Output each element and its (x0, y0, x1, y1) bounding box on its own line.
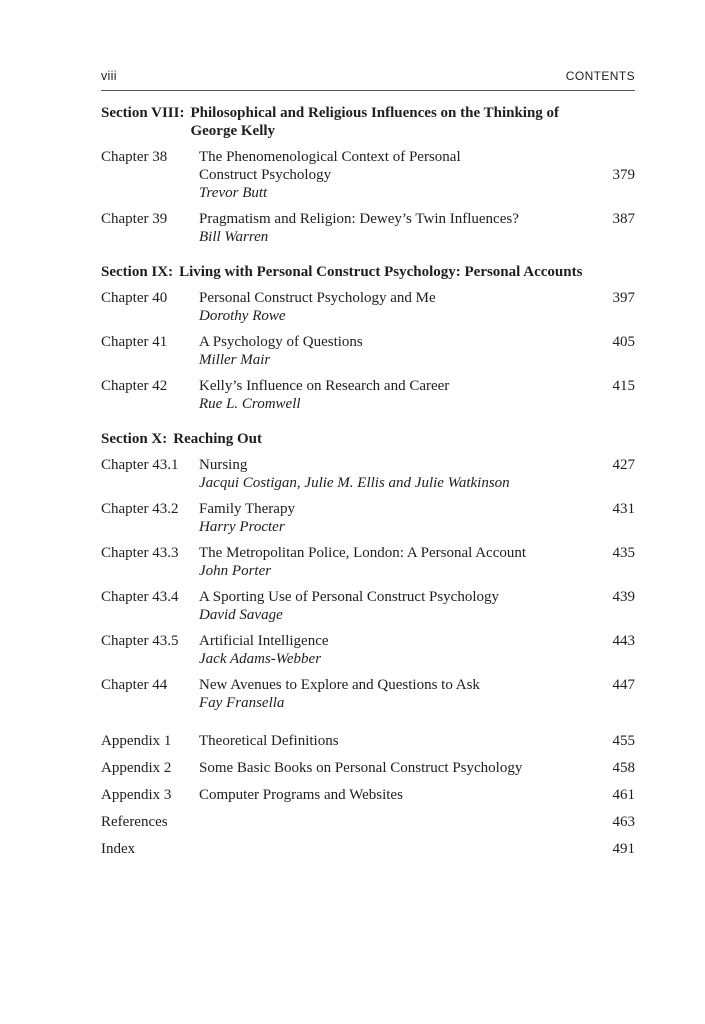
chapter-author: Fay Fransella (199, 695, 285, 711)
chapter-title-line: A Psychology of Questions (199, 334, 363, 350)
back-matter-page: 458 (612, 760, 635, 776)
chapter-entry[interactable] (101, 544, 635, 580)
back-matter-label: Appendix 1 (101, 733, 172, 749)
back-matter-page: 463 (612, 814, 635, 830)
chapter-body (199, 500, 635, 536)
chapter-entry[interactable] (101, 377, 635, 413)
chapter-page: 415 (612, 378, 635, 394)
chapter-page: 427 (612, 457, 635, 473)
chapter-label: Chapter 43.2 (101, 501, 179, 517)
chapter-page: 387 (612, 211, 635, 227)
chapter-author: Jack Adams-Webber (199, 651, 322, 667)
chapter-body (199, 333, 635, 369)
back-matter-title: Computer Programs and Websites (199, 787, 403, 803)
back-matter-title (199, 840, 635, 858)
chapter-author: David Savage (199, 607, 283, 623)
chapter-entry[interactable] (101, 500, 635, 536)
chapter-label: Chapter 41 (101, 334, 168, 350)
chapter-body (199, 289, 635, 325)
chapter-title-line: A Sporting Use of Personal Construct Psychology (199, 589, 499, 605)
section-heading (101, 263, 635, 281)
page-number: viii (101, 69, 117, 83)
chapter-entry[interactable] (101, 588, 635, 624)
chapter-entry[interactable] (101, 456, 635, 492)
chapter-body (199, 632, 635, 668)
section-label: Section X: (101, 431, 168, 447)
chapter-page: 435 (612, 545, 635, 561)
chapter-title-line: Nursing (199, 457, 248, 473)
section-title: Living with Personal Construct Psychology: Personal Accounts (179, 264, 583, 280)
chapter-author: Miller Mair (199, 352, 271, 368)
back-matter-page: 491 (612, 841, 635, 857)
chapter-label: Chapter 42 (101, 378, 168, 394)
chapter-label: Chapter 39 (101, 211, 168, 227)
section-title: Reaching Out (173, 431, 263, 447)
chapter-page: 379 (612, 167, 635, 183)
section-heading (101, 430, 635, 448)
chapter-page: 397 (612, 290, 635, 306)
chapter-title-line: Construct Psychology (199, 167, 332, 183)
chapter-author: Harry Procter (199, 519, 285, 535)
chapter-body (199, 676, 635, 712)
chapter-entry[interactable] (101, 632, 635, 668)
running-title: CONTENTS (565, 69, 635, 83)
chapter-entry[interactable] (101, 333, 635, 369)
chapter-body (199, 377, 635, 413)
chapter-label: Chapter 38 (101, 149, 168, 165)
back-matter-page: 455 (612, 733, 635, 749)
chapter-page: 405 (612, 334, 635, 350)
chapter-title-line: Personal Construct Psychology and Me (199, 290, 436, 306)
back-matter-page: 461 (612, 787, 635, 803)
chapter-title-line: The Metropolitan Police, London: A Personal Account (199, 545, 527, 561)
section-heading (101, 104, 635, 140)
chapter-entry[interactable] (101, 676, 635, 712)
chapter-title-line: Kelly’s Influence on Research and Career (199, 378, 450, 394)
chapter-author: Jacqui Costigan, Julie M. Ellis and Julie Watkinson (199, 475, 510, 491)
chapter-label: Chapter 43.5 (101, 633, 179, 649)
chapter-body (199, 210, 635, 246)
back-matter-entry[interactable] (101, 840, 635, 858)
chapter-author: Trevor Butt (199, 185, 268, 201)
chapter-page: 443 (612, 633, 635, 649)
chapter-body (199, 588, 635, 624)
chapter-body (199, 544, 635, 580)
chapter-page: 447 (612, 677, 635, 693)
section-label: Section VIII: (101, 105, 185, 121)
table-of-contents (101, 104, 635, 858)
chapter-author: John Porter (199, 563, 272, 579)
chapter-label: Chapter 40 (101, 290, 168, 306)
chapter-label: Chapter 43.1 (101, 457, 179, 473)
back-matter-label: References (101, 814, 168, 830)
chapter-title-line: Pragmatism and Religion: Dewey’s Twin Influences? (199, 211, 519, 227)
chapter-body (199, 148, 635, 202)
back-matter-entry[interactable] (101, 732, 635, 750)
back-matter-label: Appendix 3 (101, 787, 172, 803)
chapter-author: Dorothy Rowe (199, 308, 286, 324)
running-head (101, 68, 635, 91)
back-matter-entry[interactable] (101, 813, 635, 831)
chapter-title-line: Artificial Intelligence (199, 633, 329, 649)
chapter-entry[interactable] (101, 210, 635, 246)
chapter-label: Chapter 43.4 (101, 589, 179, 605)
back-matter-entry[interactable] (101, 759, 635, 777)
chapter-title-line: Family Therapy (199, 501, 295, 517)
chapter-author: Rue L. Cromwell (199, 396, 301, 412)
chapter-page: 431 (612, 501, 635, 517)
chapter-title-line: The Phenomenological Context of Personal (199, 149, 461, 165)
back-matter-title: Some Basic Books on Personal Construct Psychology (199, 760, 523, 776)
back-matter-title: Theoretical Definitions (199, 733, 339, 749)
back-matter-entry[interactable] (101, 786, 635, 804)
chapter-page: 439 (612, 589, 635, 605)
back-matter-label: Index (101, 841, 136, 857)
chapter-author: Bill Warren (199, 229, 269, 245)
chapter-label: Chapter 44 (101, 677, 168, 693)
chapter-label: Chapter 43.3 (101, 545, 179, 561)
section-title: Philosophical and Religious Influences on the Thinking of George Kelly (190, 105, 560, 139)
back-matter-title (199, 813, 635, 831)
back-matter-label: Appendix 2 (101, 760, 172, 776)
chapter-entry[interactable] (101, 148, 635, 202)
chapter-entry[interactable] (101, 289, 635, 325)
chapter-body (199, 456, 635, 492)
chapter-title-line: New Avenues to Explore and Questions to Ask (199, 677, 480, 693)
section-label: Section IX: (101, 264, 174, 280)
